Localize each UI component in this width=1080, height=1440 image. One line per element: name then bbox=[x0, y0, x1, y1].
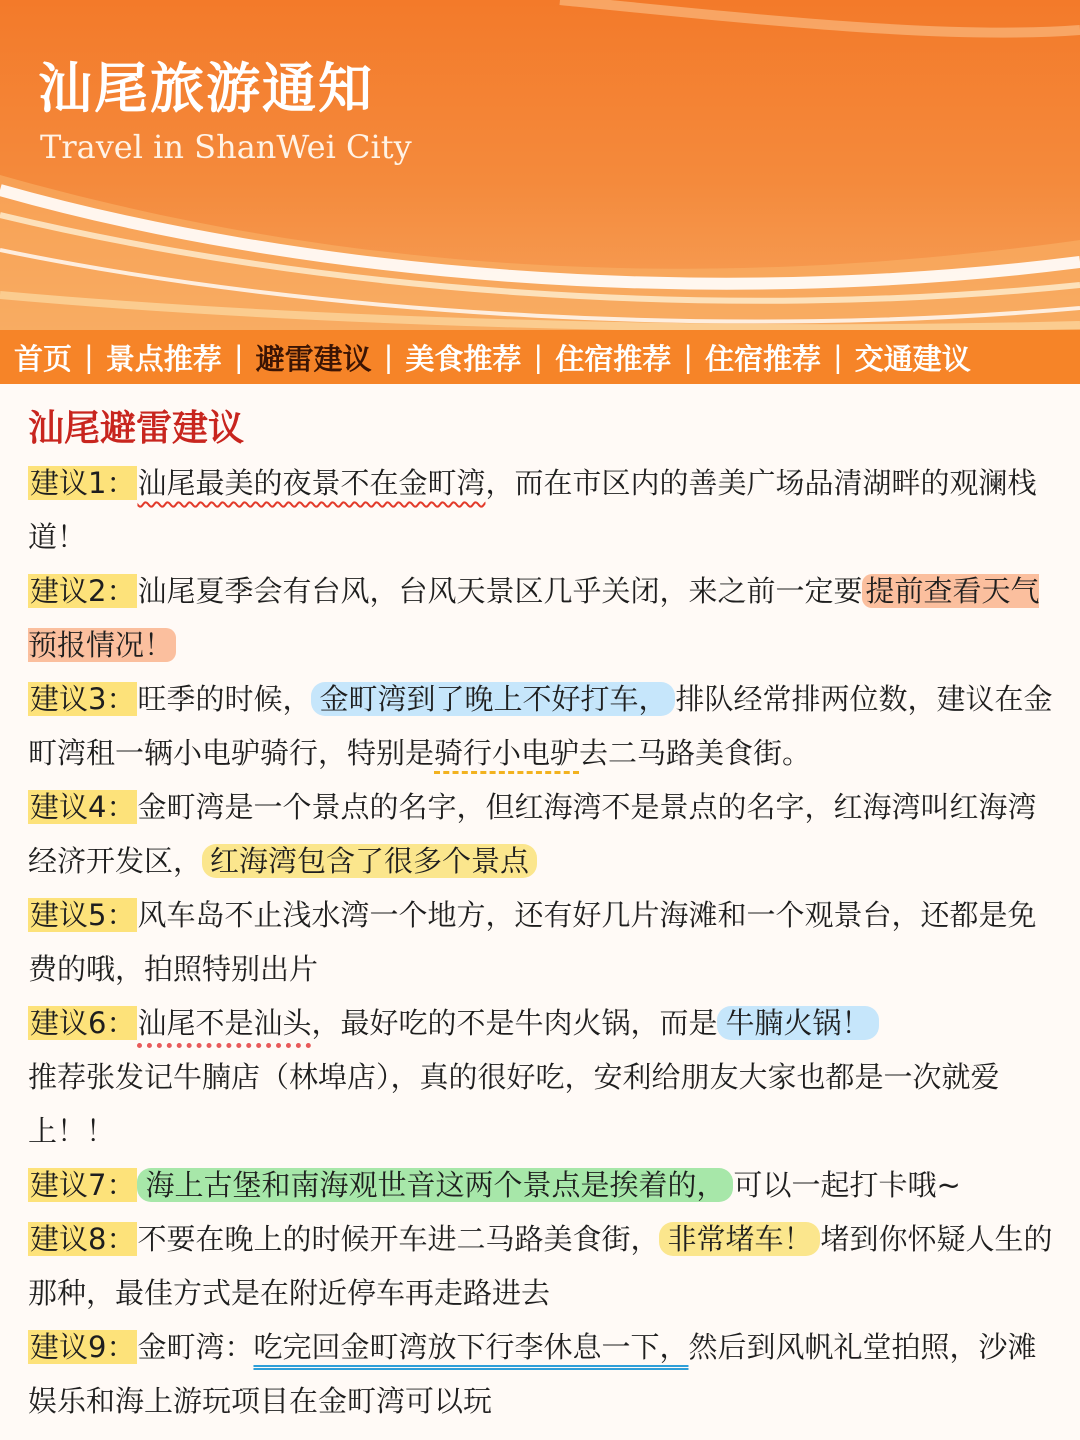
nav-separator: | bbox=[84, 340, 94, 374]
tip-text-dotted-underline: 汕尾不是汕头 bbox=[137, 1006, 312, 1040]
tip-highlight-yellow: 红海湾包含了很多个景点 bbox=[202, 844, 537, 878]
nav-item-lodging[interactable]: 住宿推荐 bbox=[555, 341, 672, 376]
tip-8 bbox=[28, 1212, 1058, 1320]
nav-separator: | bbox=[383, 340, 394, 374]
nav-separator: | bbox=[833, 340, 843, 374]
tip-text: ，最好吃的不是牛肉火锅，而是 bbox=[311, 1006, 718, 1040]
nav-item-home[interactable]: 首页 bbox=[14, 341, 73, 376]
tip-text: 金町湾是一个景点的名字，但红海湾不是景点的名字，红海湾叫红海湾经济开发区， bbox=[28, 790, 1037, 878]
nav-item-pitfall-tips[interactable]: 避雷建议 bbox=[255, 341, 372, 376]
tip-text: 去二马路美食街。 bbox=[579, 736, 812, 770]
nav-separator: | bbox=[233, 340, 244, 374]
tip-3 bbox=[28, 672, 1058, 780]
tip-text-wavy-underline: 汕尾最美的夜景不在金町湾 bbox=[137, 466, 486, 500]
tip-1 bbox=[28, 456, 1058, 564]
tip-text: 旺季的时候， bbox=[137, 682, 312, 716]
tips-content bbox=[28, 398, 1058, 1428]
nav-separator: | bbox=[683, 340, 693, 374]
tip-highlight-blue: 金町湾到了晚上不好打车， bbox=[311, 682, 675, 716]
tip-label: 建议3： bbox=[30, 682, 136, 716]
tip-highlight-yellow: 非常堵车！ bbox=[659, 1222, 820, 1256]
tip-5 bbox=[28, 888, 1058, 996]
tip-text: 金町湾： bbox=[137, 1330, 254, 1364]
nav-item-food[interactable]: 美食推荐 bbox=[405, 341, 522, 376]
nav-item-transport[interactable]: 交通建议 bbox=[854, 341, 971, 376]
nav-item-lodging-2[interactable]: 住宿推荐 bbox=[704, 341, 821, 376]
tip-text: 然后到风帆礼堂拍照，沙滩娱乐和海上游玩项目在金町湾可以玩 bbox=[28, 1330, 1037, 1418]
tip-text-double-underline: 吃完回金町湾放下行李休息一下， bbox=[253, 1330, 689, 1364]
tip-7 bbox=[28, 1158, 1058, 1212]
banner-title: 汕尾旅游通知 bbox=[38, 57, 374, 120]
banner-subtitle: Travel in ShanWei City bbox=[40, 128, 412, 166]
tip-text: 堵到你怀疑人生的那种，最佳方式是在附近停车再走路进去 bbox=[28, 1222, 1053, 1310]
tip-text: 不要在晚上的时候开车进二马路美食街， bbox=[137, 1222, 660, 1256]
tip-text: 风车岛不止浅水湾一个地方，还有好几片海滩和一个观景台，还都是免费的哦，拍照特别出片 bbox=[28, 898, 1037, 986]
tip-text: ，而在市区内的善美广场品清湖畔的观澜栈道！ bbox=[28, 466, 1037, 554]
tip-label: 建议8： bbox=[30, 1222, 136, 1256]
nav-separator: | bbox=[533, 340, 544, 374]
tip-label: 建议5： bbox=[30, 898, 136, 932]
tip-highlight-green: 海上古堡和南海观世音这两个景点是挨着的， bbox=[137, 1168, 733, 1202]
nav-item-attractions[interactable]: 景点推荐 bbox=[105, 341, 222, 376]
tip-9 bbox=[28, 1320, 1058, 1428]
tip-text: 汕尾夏季会有台风，台风天景区几乎关闭，来之前一定要 bbox=[137, 574, 863, 608]
tip-highlight-blue: 牛腩火锅！ bbox=[717, 1006, 878, 1040]
tip-label: 建议4： bbox=[30, 790, 136, 824]
tip-label: 建议9： bbox=[30, 1330, 136, 1364]
tip-text: 排队经常排两位数，建议在金町湾租一辆小电驴骑行，特别是 bbox=[28, 682, 1053, 770]
tip-label: 建议2： bbox=[30, 574, 136, 608]
tip-2 bbox=[28, 564, 1058, 672]
tip-text: 可以一起打卡哦~ bbox=[733, 1168, 961, 1202]
tip-text: 推荐张发记牛腩店（林埠店），真的很好吃，安利给朋友大家也都是一次就爱上！！ bbox=[28, 1060, 1000, 1148]
tip-label: 建议6： bbox=[30, 1006, 136, 1040]
tip-text-dashed-underline: 骑行小电驴 bbox=[434, 736, 580, 770]
top-nav bbox=[0, 330, 1080, 384]
section-title: 汕尾避雷建议 bbox=[28, 408, 245, 449]
tip-4 bbox=[28, 780, 1058, 888]
tip-label: 建议1： bbox=[30, 466, 136, 500]
tip-highlight-orange: 提前查看天气预报情况！ bbox=[28, 574, 1040, 662]
tip-6 bbox=[28, 996, 1058, 1158]
tip-label: 建议7： bbox=[30, 1168, 136, 1202]
header-banner bbox=[0, 0, 1080, 330]
